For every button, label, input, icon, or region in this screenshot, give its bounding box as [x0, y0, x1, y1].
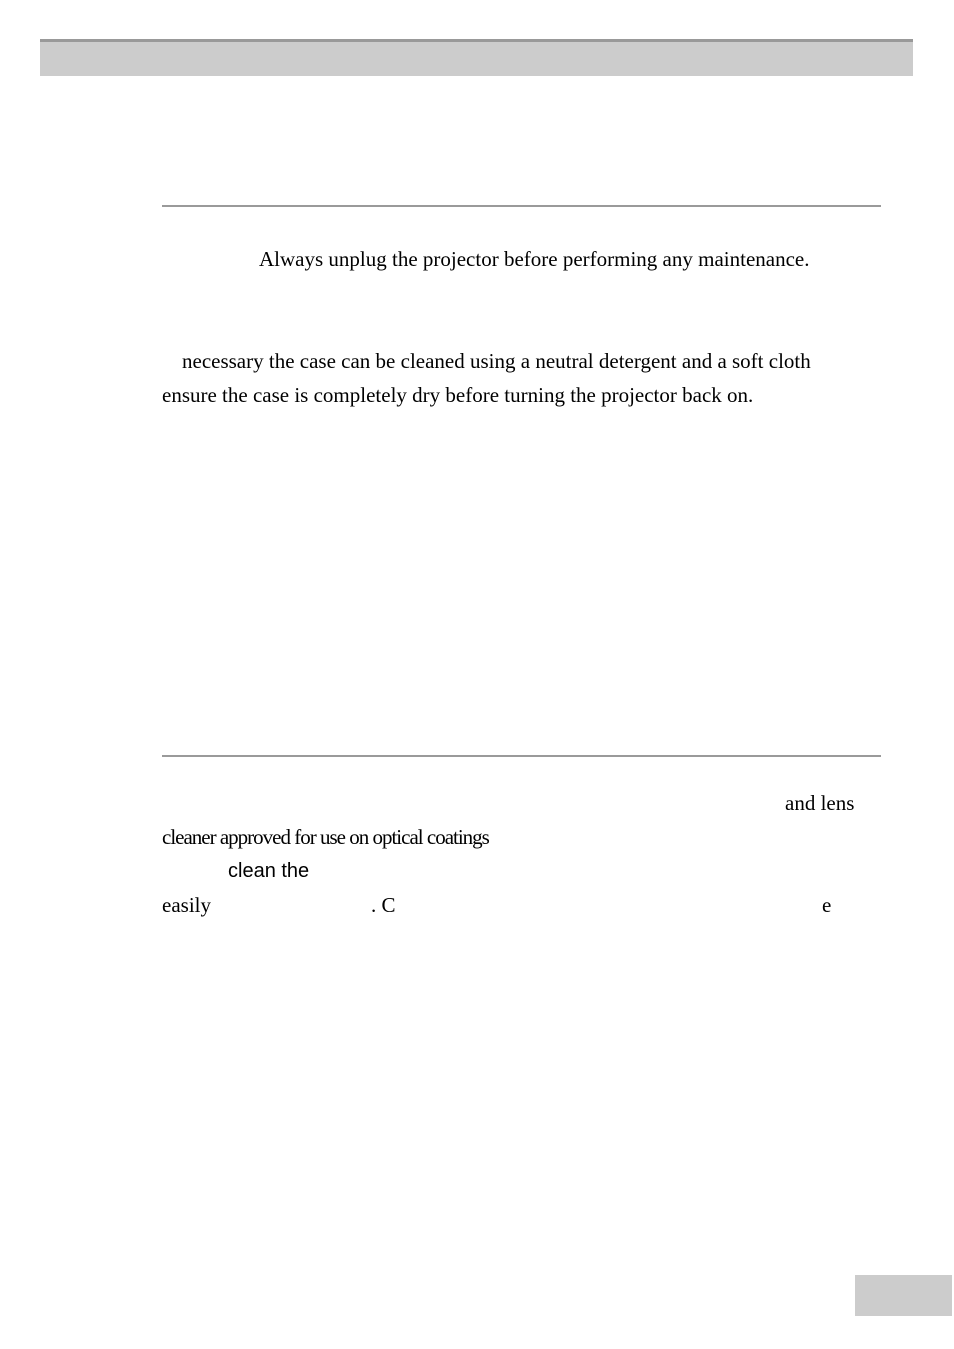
page-header-bar [40, 39, 913, 76]
lens-cleaning-fragment: cleaner approved for use on optical coatings [162, 825, 489, 849]
lens-cleaning-fragment: clean the [228, 860, 310, 882]
case-cleaning-line-2: ensure the case is completely dry before turning the projector back on. [162, 383, 754, 407]
lens-cleaning-fragment: e [822, 893, 832, 917]
page-number-tab [855, 1275, 952, 1316]
lens-cleaning-fragment: . C [371, 893, 396, 917]
section-divider-case [162, 205, 881, 207]
section-divider-lens [162, 755, 881, 757]
lens-cleaning-fragment: and lens [785, 791, 855, 815]
lens-cleaning-fragment: easily [162, 893, 211, 917]
case-cleaning-line-1: necessary the case can be cleaned using a neutral detergent and a soft cloth [182, 349, 811, 373]
warning-text: Always unplug the projector before performing any maintenance. [259, 247, 810, 271]
